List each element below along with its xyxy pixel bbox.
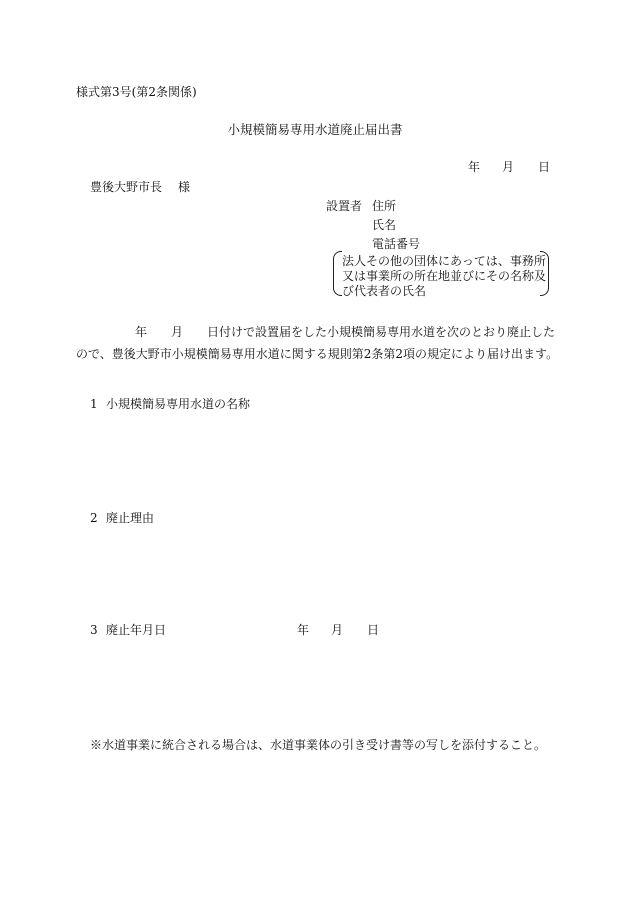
item-number: 2 <box>90 511 98 525</box>
applicant-role-label: 設置者 <box>326 199 363 213</box>
notification-body <box>76 321 559 365</box>
abolition-year-label: 年 <box>297 623 310 637</box>
abolition-day-label: 日 <box>367 623 380 637</box>
body-line-1 <box>76 321 556 343</box>
addressee-honorific: 様 <box>178 180 191 194</box>
document-title: 小規模簡易専用水道廃止届出書 <box>227 122 403 137</box>
abolition-month-label: 月 <box>331 623 344 637</box>
date-day-label: 日 <box>538 160 551 174</box>
item-facility-name <box>90 398 250 410</box>
date-month-label: 月 <box>502 160 515 174</box>
submission-date <box>468 161 550 173</box>
body-year-label: 年 <box>135 325 148 339</box>
corporate-note <box>342 254 547 299</box>
addressee <box>90 181 190 193</box>
corporate-note-line: び代表者の氏名 <box>342 284 427 298</box>
item-label: 廃止理由 <box>106 511 155 525</box>
body-line-2: ので、豊後大野市小規模簡易専用水道に関する規則第2条第2項の規定により届け出ます。 <box>76 347 559 361</box>
applicant-name-label: 氏名 <box>372 218 397 232</box>
item-label: 廃止年月日 <box>106 623 167 637</box>
item-number: 1 <box>90 397 98 411</box>
corporate-note-line: 又は事業所の所在地並びにその名称及 <box>342 269 547 283</box>
right-bracket <box>540 251 549 296</box>
form-number: 様式第3号(第2条関係) <box>76 85 197 99</box>
corporate-note-bracket <box>333 251 549 296</box>
left-bracket <box>333 251 342 296</box>
addressee-name: 豊後大野市長 <box>90 180 163 194</box>
item-label: 小規模簡易専用水道の名称 <box>106 397 251 411</box>
date-year-label: 年 <box>468 160 481 174</box>
applicant-phone-label: 電話番号 <box>372 237 421 251</box>
abolition-date-fields <box>297 624 379 636</box>
body-month-label: 月 <box>171 325 184 339</box>
item-abolition-reason <box>90 512 154 524</box>
body-line-1-text: 日付けで設置届をした小規模簡易専用水道を次のとおり廃止した <box>207 325 556 339</box>
item-number: 3 <box>90 623 98 637</box>
footnote: ※水道事業に統合される場合は、水道事業体の引き受け書等の写しを添付すること。 <box>90 738 547 752</box>
item-abolition-date <box>90 624 166 636</box>
applicant-address-label: 住所 <box>372 199 397 213</box>
corporate-note-line: 法人その他の団体にあっては、事務所 <box>342 254 546 268</box>
